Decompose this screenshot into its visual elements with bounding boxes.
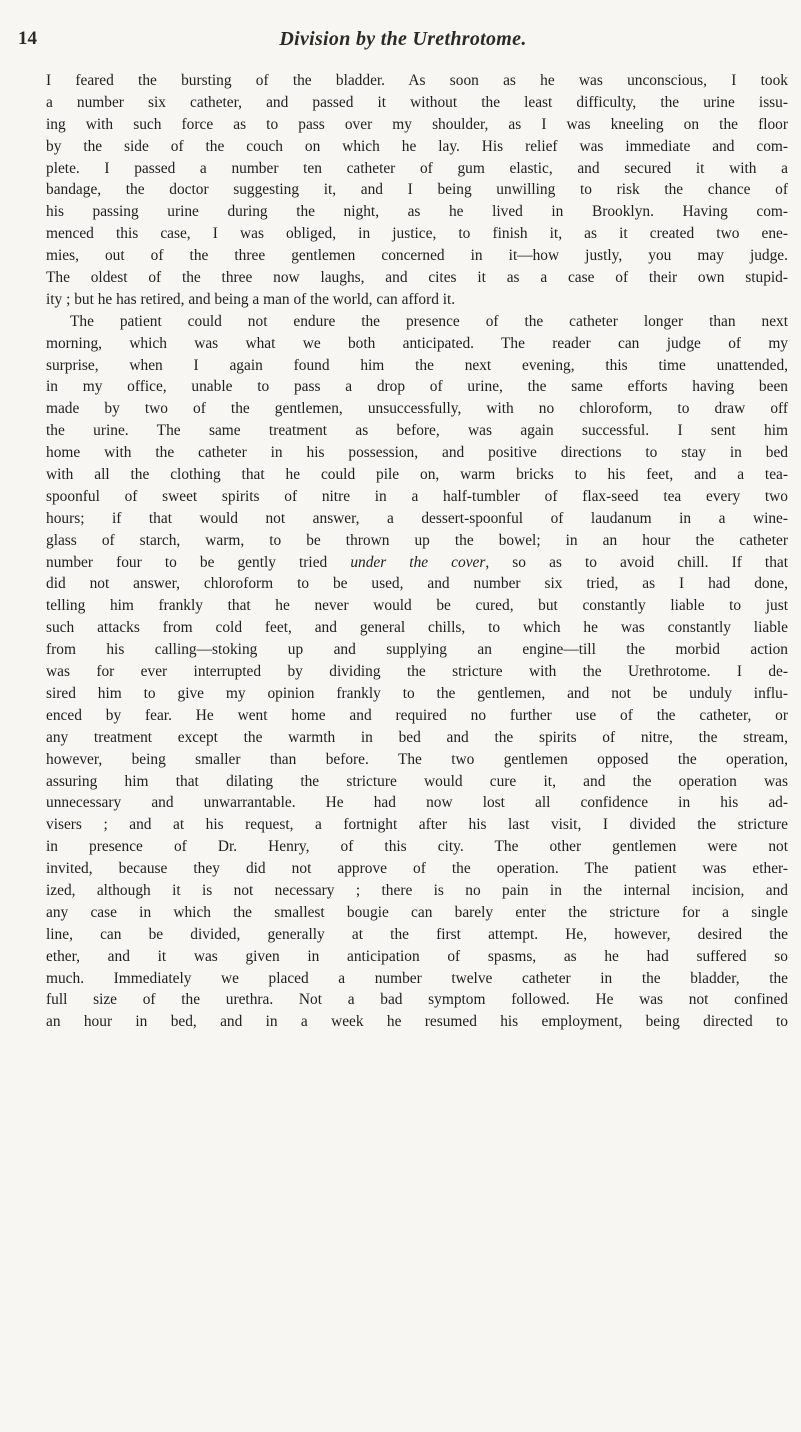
text-line: menced this case, I was obliged, in justice, to finish it, as it created two ene- <box>46 225 788 243</box>
text-line: enced by fear. He went home and required no further use of the catheter, or <box>46 706 788 724</box>
text-line: in presence of Dr. Henry, of this city. The other gentlemen were not <box>46 838 788 856</box>
text-line: plete. I passed a number ten catheter of gum elastic, and secured it with a <box>46 159 788 177</box>
text-line: did not answer, chloroform to be used, and number six tried, as I had done, <box>46 575 788 593</box>
text-line: I feared the bursting of the bladder. As soon as he was unconscious, I took <box>46 72 788 89</box>
text-line: any case in which the smallest bougie can barely enter the stricture for a single <box>46 903 788 921</box>
text-line: invited, because they did not approve of the operation. The patient was ether- <box>46 860 788 878</box>
text-line: by the side of the couch on which he lay. His relief was immediate and com- <box>46 137 788 155</box>
text-line: any treatment except the warmth in bed and the spirits of nitre, the stream, <box>46 728 788 746</box>
text-line: however, being smaller than before. The two gentlemen opposed the operation, <box>46 750 788 768</box>
running-head <box>18 28 788 58</box>
text-line: morning, which was what we both anticipated. The reader can judge of my <box>46 334 788 352</box>
text-line: surprise, when I again found him the next evening, this time unattended, <box>46 356 788 374</box>
text-line: glass of starch, warm, to be thrown up the bowel; in an hour the catheter <box>46 531 788 549</box>
text-line: in my office, unable to pass a drop of urine, the same efforts having been <box>46 378 788 396</box>
text-segment: number four to be gently tried <box>46 553 351 571</box>
text-line: mies, out of the three gentlemen concerned in it—how justly, you may judge. <box>46 247 788 265</box>
text-line: was for ever interrupted by dividing the stricture with the Urethrotome. I de- <box>46 663 788 681</box>
text-line: line, can be divided, generally at the first attempt. He, however, desired the <box>46 925 788 943</box>
text-line: ity ; but he has retired, and being a man of the world, can afford it. <box>46 290 456 308</box>
text-line: home with the catheter in his possession, and positive directions to stay in bed <box>46 444 788 462</box>
text-line: from his calling—stoking up and supplying an engine—till the morbid action <box>46 641 788 659</box>
text-line: hours; if that would not answer, a dessert-spoonful of laudanum in a wine- <box>46 509 788 527</box>
text-line: sired him to give my opinion frankly to the gentlemen, and not be unduly influ- <box>46 684 788 702</box>
text-line: ized, although it is not necessary ; there is no pain in the internal incision, and <box>46 881 788 899</box>
text-line: much. Immediately we placed a number twelve catheter in the bladder, the <box>46 969 788 987</box>
text-line: spoonful of sweet spirits of nitre in a half-tumbler of flax-seed tea every two <box>46 487 788 505</box>
body-text <box>46 70 788 1033</box>
text-line: a number six catheter, and passed it without the least difficulty, the urine issu- <box>46 93 788 111</box>
text-line: ing with such force as to pass over my shoulder, as I was kneeling on the floor <box>46 115 788 133</box>
text-segment: , so as to avoid chill. If that <box>485 553 788 571</box>
text-line: The oldest of the three now laughs, and cites it as a case of their own stupid- <box>46 269 788 287</box>
text-line <box>46 552 788 574</box>
text-line: unnecessary and unwarrantable. He had now lost all confidence in his ad- <box>46 794 788 812</box>
running-title: Division by the Urethrotome. <box>279 28 527 50</box>
text-line: assuring him that dilating the stricture would cure it, and the operation was <box>46 772 788 790</box>
text-line: his passing urine during the night, as he lived in Brooklyn. Having com- <box>46 203 788 221</box>
text-line: visers ; and at his request, a fortnight after his last visit, I divided the stricture <box>46 816 788 834</box>
text-line: ether, and it was given in anticipation of spasms, as he had suffered so <box>46 947 788 965</box>
page-number: 14 <box>18 28 37 49</box>
text-line: the urine. The same treatment as before, was again successful. I sent him <box>46 422 788 440</box>
italic-emphasis: under the cover <box>350 553 486 571</box>
text-line: made by two of the gentlemen, unsuccessfully, with no chloroform, to draw off <box>46 400 788 418</box>
text-line: full size of the urethra. Not a bad symptom followed. He was not confined <box>46 991 788 1009</box>
text-line: telling him frankly that he never would be cured, but constantly liable to just <box>46 597 788 615</box>
text-line: with all the clothing that he could pile on, warm bricks to his feet, and a tea- <box>46 466 788 484</box>
text-line: such attacks from cold feet, and general chills, to which he was constantly liable <box>46 619 788 637</box>
text-line: an hour in bed, and in a week he resumed his employment, being directed to <box>46 1013 788 1031</box>
text-line: bandage, the doctor suggesting it, and I being unwilling to risk the chance of <box>46 181 788 199</box>
text-line: The patient could not endure the presence of the catheter longer than next <box>70 312 788 330</box>
